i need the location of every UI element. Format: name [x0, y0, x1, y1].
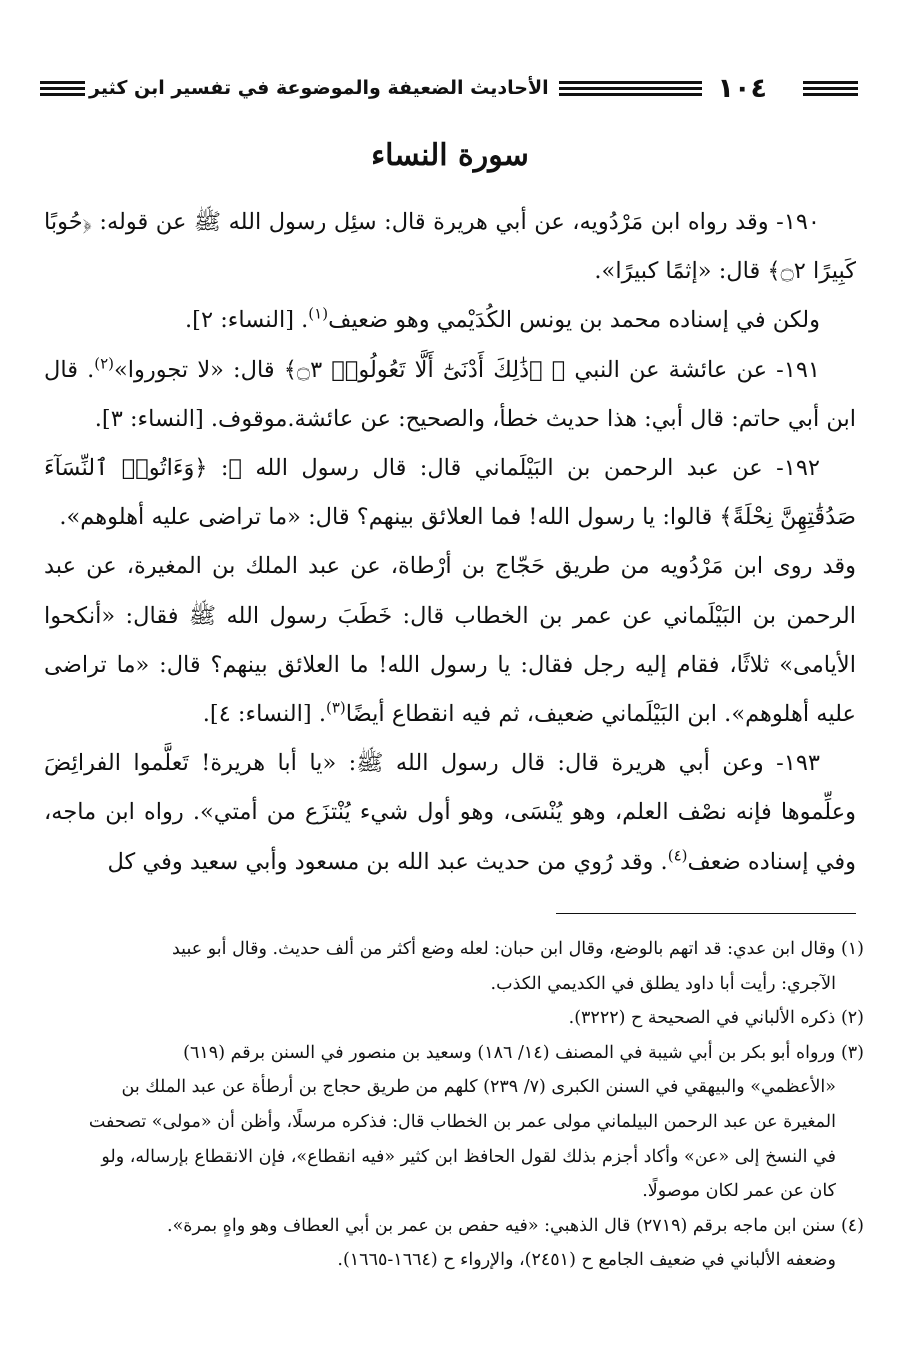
footnotes: [44, 932, 864, 1278]
running-header: [40, 66, 858, 110]
hadith-190: ١٩٠- وقد رواه ابن مَرْدُويه، عن أبي هريرة قال: سئِل رسول الله ﷺ عن قوله: ﴿حُوبًا كَبِيرًا ۝٢﴾ قال: «إثمًا كبيرًا».: [44, 209, 856, 285]
surah-title: سورة النساء: [371, 138, 529, 173]
header-rule-middle: [559, 81, 702, 96]
hadith-192-continued: وقد روى ابن مَرْدُويه من طريق حَجّاج بن أرْطاة، عن عبد الملك بن المغيرة، عن عبد الرحمن بن البَيْلَماني عن عمر بن الخطاب قال: خَطَبَ رسول الله ﷺ فقال: «أنكحوا الأيامى» ثلاثًا، فقام إليه رجل فقال: يا رسول الله! ما العلائق بينهم؟ قال: «ما تراضى عليه أهلوهم». ابن البَيْلَماني ضعيف، ثم فيه انقطاع أيضًا$^{(٣)}$. [النساء: ٤].: [44, 553, 856, 728]
footnote-ref-3: (٣): [326, 698, 346, 717]
footnote-ref-1: (١): [308, 304, 329, 323]
note-190: ولكن في إسناده محمد بن يونس الكُدَيْمي وهو ضعيف$^{(١)}$. [النساء: ٢].: [185, 304, 820, 334]
footnote-ref-4: (٤): [667, 846, 688, 865]
hadith-191: ١٩١- عن عائشة عن النبي ﷺ ﴿ذَٰلِكَ أَدْنَىٰٓ أَلَّا تَعُولُوا۟ ۝٣﴾ قال: «لا تجوروا»$^{(٢)}$. قال ابن أبي حاتم: قال أبي: هذا حديث خطأ، والصحيح: عن عائشة.موقوف. [النساء: ٣].: [44, 354, 856, 432]
footnote-ref-2: (٢): [94, 354, 115, 373]
footnote-2: (٢) ذكره الألباني في الصحيحة ح (٣٢٢٢).: [568, 1008, 864, 1029]
main-text: [44, 198, 856, 887]
header-rule-right: [803, 81, 858, 96]
hadith-193: ١٩٣- وعن أبي هريرة قال: قال رسول الله ﷺ: «يا أبا هريرة! تَعلَّموا الفرائِضَ وعلِّموها فإنه نصْف العلم، وهو يُنْسَى، وهو أول شيء يُنْتزَع من أمتي». رواه ابن ماجه، وفي إسناده ضعف$^{(٤)}$. وقد رُوي من حديث عبد الله بن مسعود وأبي سعيد وفي كل: [44, 750, 856, 875]
footnote-separator: [556, 913, 856, 914]
header-rule-left: [40, 81, 85, 96]
running-title: الأحاديث الضعيفة والموضوعة في تفسير ابن كثير: [89, 77, 549, 99]
page-number: ١٠٤: [717, 72, 767, 104]
footnote-4: (٤) سنن ابن ماجه برقم (٢٧١٩) قال الذهبي: «فيه حفص بن عمر بن أبي العطاف وهو واهٍ بمرة». وضعفه الألباني في ضعيف الجامع ح (٢٤٥١)، والإرواء ح (١٦٦٤-١٦٦٥).: [167, 1215, 864, 1271]
hadith-192: ١٩٢- عن عبد الرحمن بن البَيْلَماني قال: قال رسول الله ﷺ: ﴿وَءَاتُوا۟ ٱلنِّسَآءَ صَدُقَٰتِهِنَّ نِحْلَةً﴾ قالوا: يا رسول الله! فما العلائق بينهم؟ قال: «ما تراضى عليه أهلوهم».: [44, 455, 856, 531]
footnote-1: (١) وقال ابن عدي: قد اتهم بالوضع، وقال ابن حبان: لعله وضع أكثر من ألف حديث. وقال أبو عبيد الآجري: رأيت أبا داود يطلق في الكديمي الكذب.: [172, 939, 864, 994]
footnote-3: (٣) ورواه أبو بكر بن أبي شيبة في المصنف (١٤/ ١٨٦) وسعيد بن منصور في السنن برقم (٦١٩) «الأعظمي» والبيهقي في السنن الكبرى (٧/ ٢٣٩) كلهم من طريق حجاج بن أرطأة عن عبد الملك بن المغيرة عن عبد الرحمن البيلماني مولى عمر بن الخطاب قال: فذكره مرسلًا، وأظن أن «مولى» تصحفت في النسخ إلى «عن» وأكاد أجزم بذلك لقول الحافظ ابن كثير «فيه انقطاع»، فإن الانقطاع بإرساله، ولو كان عن عمر لكان موصولًا.: [88, 1042, 864, 1202]
